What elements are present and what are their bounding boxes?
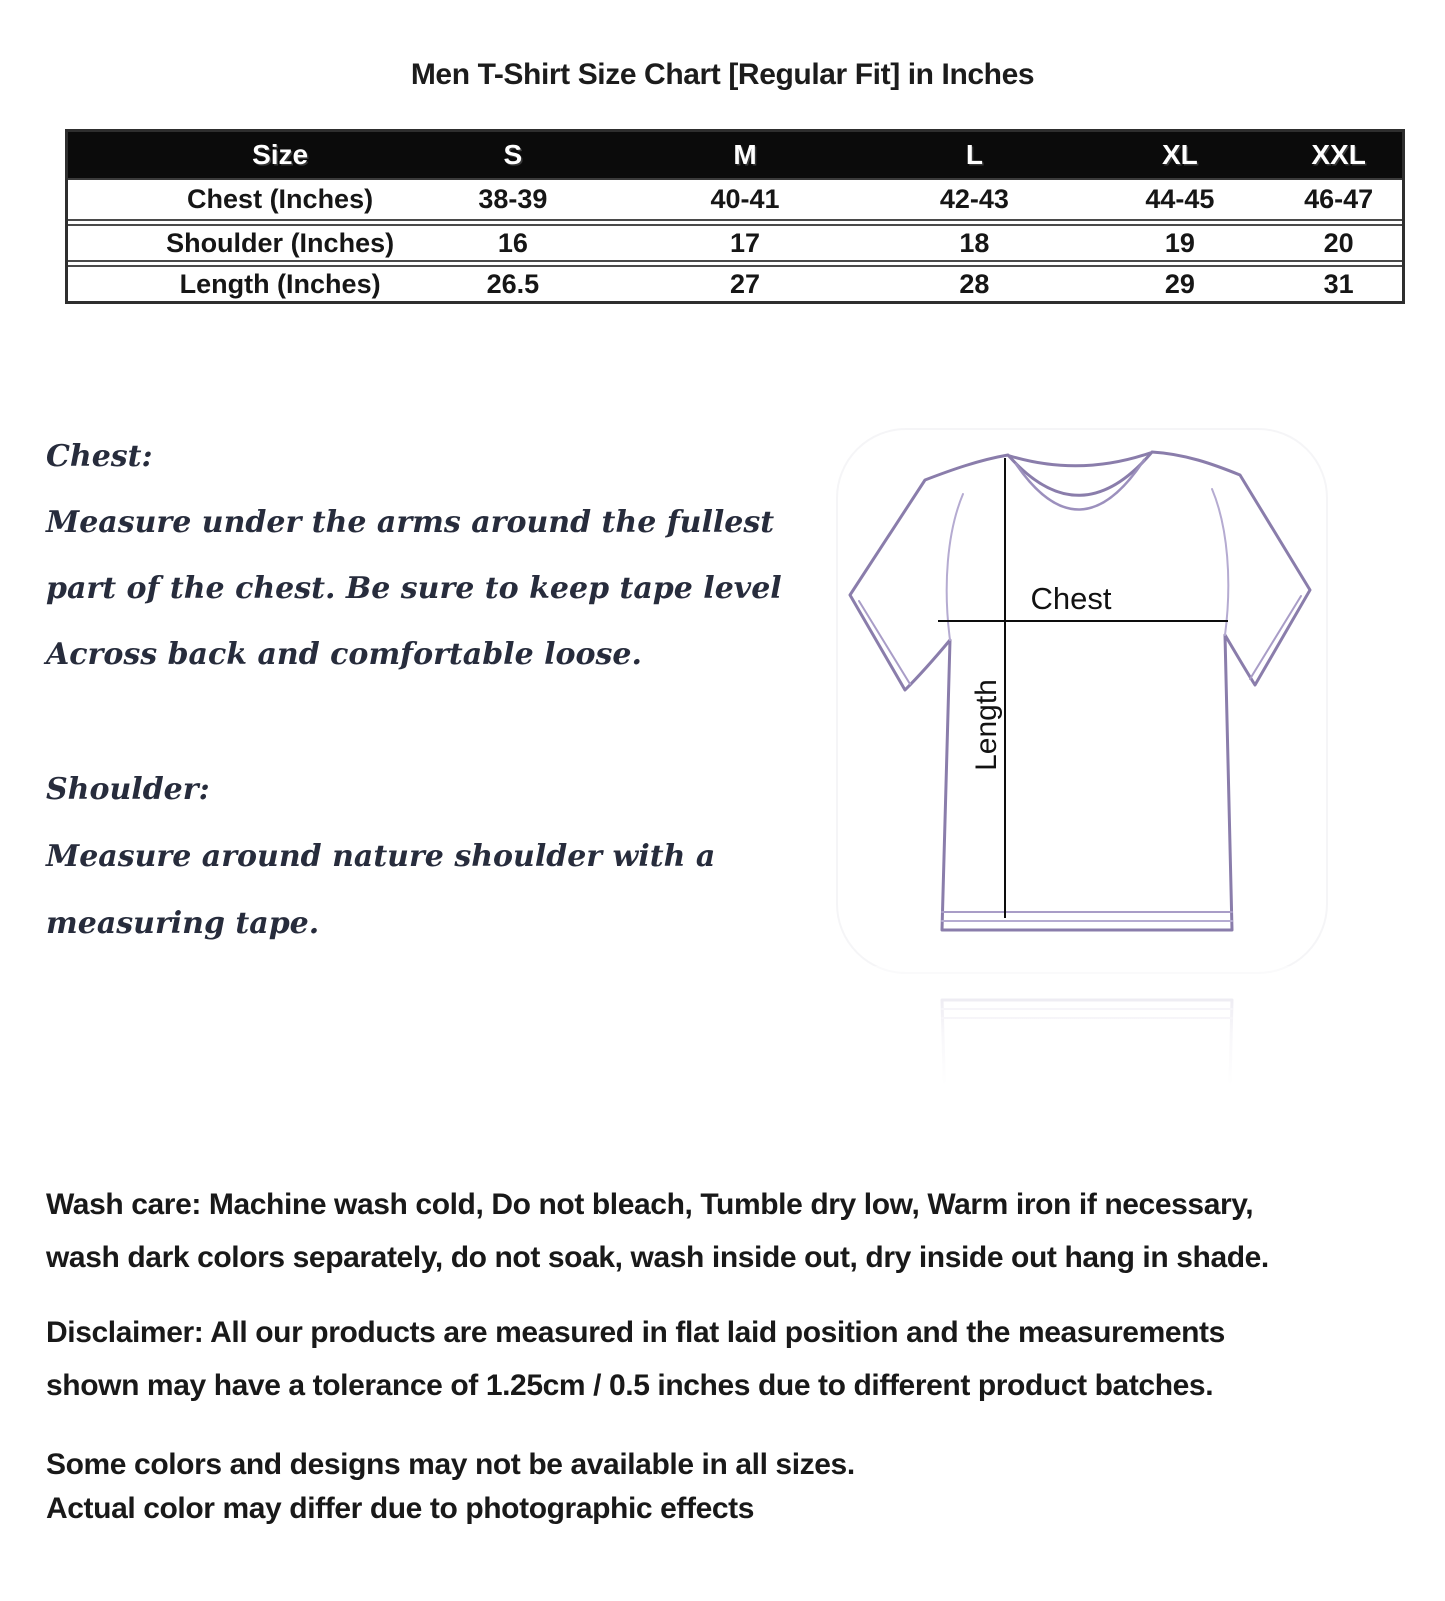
chest-instructions-line: Measure under the arms around the fullest (46, 505, 775, 540)
table-row-chest (68, 178, 1402, 219)
wash-care-line: Wash care: Machine wash cold, Do not bleach, Tumble dry low, Warm iron if necessary, (46, 1188, 1254, 1221)
row-label-length: Length (Inches) (68, 260, 400, 301)
chest-value-s: 38-39 (400, 178, 625, 219)
column-header-xl: XL (1084, 132, 1275, 178)
shoulder-instructions-line: Measure around nature shoulder with a (46, 839, 716, 874)
shoulder-value-xl: 19 (1084, 219, 1275, 260)
shoulder-value-l: 18 (864, 219, 1084, 260)
wash-care-line: wash dark colors separately, do not soak, wash inside out, dry inside out hang in shade. (46, 1241, 1269, 1274)
disclaimer-line: Disclaimer: All our products are measured in flat laid position and the measurements (46, 1316, 1225, 1349)
tshirt-reflection (845, 966, 1320, 1116)
tshirt-measurement-diagram (845, 437, 1320, 965)
page-title: Men T-Shirt Size Chart [Regular Fit] in Inches (410, 58, 1035, 91)
chest-instructions-heading: Chest: (46, 439, 153, 474)
size-table-header-row (68, 132, 1402, 178)
chest-instructions (46, 424, 782, 688)
length-diagram-label: Length (970, 679, 1003, 771)
disclaimer-note (46, 1306, 1225, 1412)
shoulder-instructions (46, 756, 715, 957)
length-value-m: 27 (626, 260, 865, 301)
chest-value-xxl: 46-47 (1275, 178, 1402, 219)
shoulder-instructions-heading: Shoulder: (46, 772, 210, 807)
column-header-m: M (626, 132, 865, 178)
availability-line: Some colors and designs may not be available in all sizes. (46, 1448, 855, 1481)
tshirt-icon (845, 437, 1320, 965)
length-value-xl: 29 (1084, 260, 1275, 301)
shoulder-value-xxl: 20 (1275, 219, 1402, 260)
wash-care-note (46, 1178, 1269, 1284)
chest-value-m: 40-41 (626, 178, 865, 219)
chest-value-l: 42-43 (864, 178, 1084, 219)
chest-instructions-line: part of the chest. Be sure to keep tape level (46, 571, 782, 606)
chest-diagram-label: Chest (1030, 581, 1112, 616)
length-value-l: 28 (864, 260, 1084, 301)
shoulder-value-m: 17 (626, 219, 865, 260)
disclaimer-line: shown may have a tolerance of 1.25cm / 0.5 inches due to different product batches. (46, 1369, 1214, 1402)
availability-note (46, 1443, 855, 1531)
chest-instructions-line: Across back and comfortable loose. (46, 637, 642, 672)
row-label-chest: Chest (Inches) (68, 178, 400, 219)
column-header-l: L (864, 132, 1084, 178)
availability-line: Actual color may differ due to photographic effects (46, 1492, 755, 1525)
row-label-shoulder: Shoulder (Inches) (68, 219, 400, 260)
column-header-s: S (400, 132, 625, 178)
table-row-length (68, 260, 1402, 301)
reflection-fade (845, 966, 1320, 1116)
chest-value-xl: 44-45 (1084, 178, 1275, 219)
shoulder-instructions-line: measuring tape. (46, 906, 320, 941)
length-value-s: 26.5 (400, 260, 625, 301)
length-value-xxl: 31 (1275, 260, 1402, 301)
column-header-size: Size (68, 132, 400, 178)
chest-measure-line (938, 620, 1228, 622)
column-header-xxl: XXL (1275, 132, 1402, 178)
shoulder-value-s: 16 (400, 219, 625, 260)
size-table (65, 129, 1405, 304)
table-row-shoulder (68, 219, 1402, 260)
